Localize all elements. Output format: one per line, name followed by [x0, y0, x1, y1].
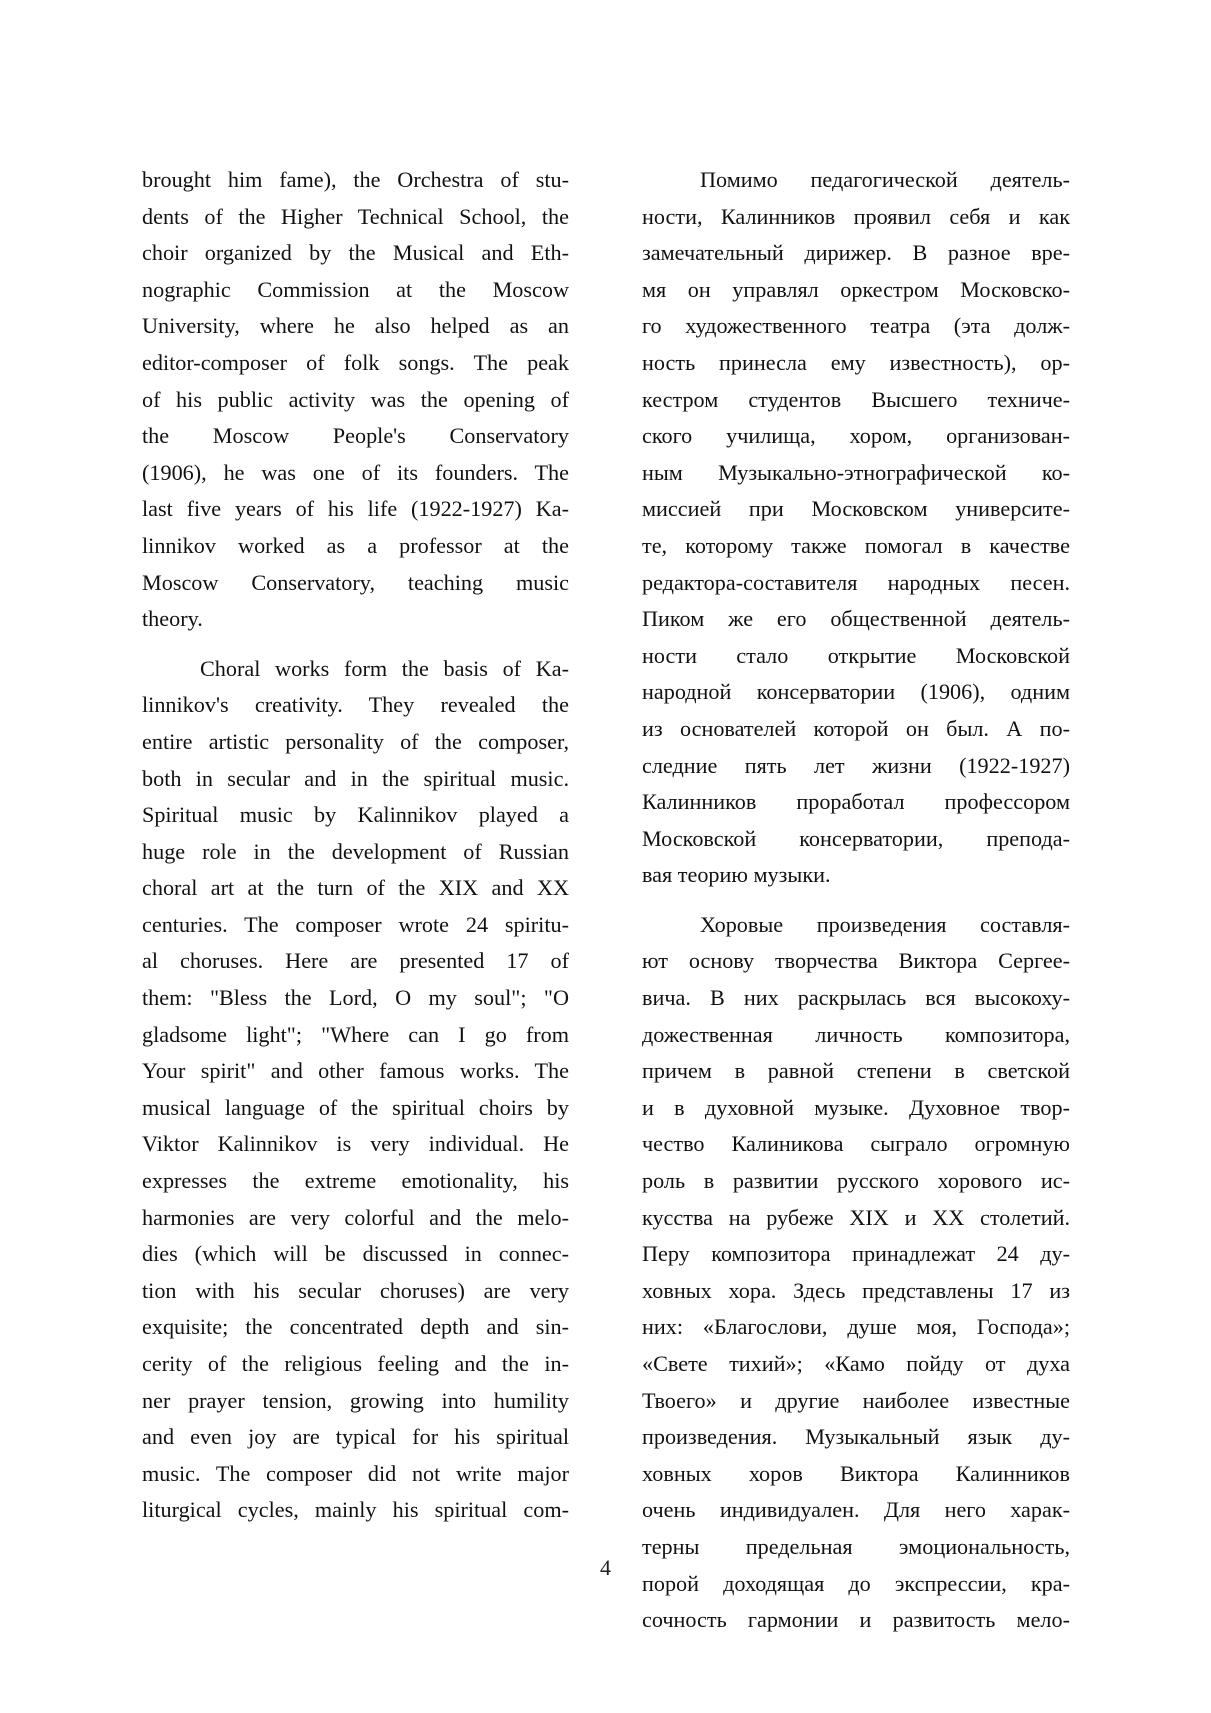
- text-line: ют основу творчества Виктора Сергее-: [642, 948, 1070, 974]
- text-line: Перу композитора принадлежат 24 ду-: [642, 1241, 1070, 1267]
- text-line: из основателей которой он был. А по-: [642, 715, 1070, 741]
- text-line: al choruses. Here are presented 17 of: [142, 948, 569, 974]
- text-line: ховных хора. Здесь представлены 17 из: [642, 1277, 1070, 1303]
- left-column-english: [142, 162, 569, 1529]
- text-line: причем в равной степени в светской: [642, 1058, 1070, 1084]
- text-line: них: «Благослови, душе моя, Господа»;: [642, 1314, 1070, 1340]
- text-line: the Moscow People's Conservatory: [142, 423, 569, 449]
- text-line: choir organized by the Musical and Eth-: [142, 240, 569, 266]
- text-line: them: "Bless the Lord, O my soul"; "O: [142, 985, 569, 1011]
- text-line: ского училища, хором, организован-: [642, 423, 1070, 449]
- text-line: Калинников проработал профессором: [642, 789, 1070, 815]
- text-line: editor-composer of folk songs. The peak: [142, 349, 569, 375]
- text-line: musical language of the spiritual choirs by: [142, 1094, 569, 1120]
- paragraph: [142, 162, 569, 638]
- text-line: gladsome light"; "Where can I go from: [142, 1021, 569, 1047]
- text-line: кестром студентов Высшего техниче-: [642, 386, 1070, 412]
- text-line: произведения. Музыкальный язык ду-: [642, 1424, 1070, 1450]
- text-line: народной консерватории (1906), одним: [642, 679, 1070, 705]
- text-line: Московской консерватории, препода-: [642, 825, 1070, 851]
- text-line: сочность гармонии и развитость мело-: [642, 1607, 1070, 1633]
- text-line: Пиком же его общественной деятель-: [642, 606, 1070, 632]
- text-line: следние пять лет жизни (1922-1927): [642, 752, 1070, 778]
- text-line: University, where he also helped as an: [142, 313, 569, 339]
- text-line: nographic Commission at the Moscow: [142, 276, 569, 302]
- text-line: Viktor Kalinnikov is very individual. He: [142, 1131, 569, 1157]
- text-line: роль в развитии русского хорового ис-: [642, 1168, 1070, 1194]
- text-line: очень индивидуален. Для него харак-: [642, 1497, 1070, 1523]
- text-line: dies (which will be discussed in connec-: [142, 1241, 569, 1267]
- text-line: expresses the extreme emotionality, his: [142, 1168, 569, 1194]
- text-line: dents of the Higher Technical School, the: [142, 203, 569, 229]
- text-line: ности, Калинников проявил себя и как: [642, 203, 1070, 229]
- text-line: tion with his secular choruses) are very: [142, 1277, 569, 1303]
- text-line: терны предельная эмоциональность,: [642, 1533, 1070, 1559]
- text-line: music. The composer did not write major: [142, 1460, 569, 1486]
- text-line: Хоровые произведения составля-: [700, 911, 1070, 937]
- text-line: liturgical cycles, mainly his spiritual com-: [142, 1497, 569, 1523]
- text-line: го художественного театра (эта долж-: [642, 313, 1070, 339]
- text-line: of his public activity was the opening of: [142, 386, 569, 412]
- text-line: brought him fame), the Orchestra of stu-: [142, 167, 569, 192]
- text-line: вая теорию музыки.: [642, 862, 831, 888]
- paragraph: [142, 651, 569, 1529]
- text-line: Spiritual music by Kalinnikov played a: [142, 802, 569, 828]
- text-line: ным Музыкально-этнографической ко-: [642, 459, 1070, 485]
- text-line: ховных хоров Виктора Калинников: [642, 1460, 1070, 1486]
- text-line: миссией при Московском университе-: [642, 496, 1070, 522]
- text-line: Помимо педагогической деятель-: [700, 167, 1070, 192]
- text-line: linnikov's creativity. They revealed the: [142, 692, 569, 718]
- right-column-russian: [642, 162, 1070, 1639]
- text-line: exquisite; the concentrated depth and sin-: [142, 1314, 569, 1340]
- paragraph: [642, 907, 1070, 1639]
- text-line: last five years of his life (1922-1927) Ka-: [142, 496, 569, 522]
- text-line: те, которому также помогал в качестве: [642, 532, 1070, 558]
- text-line: вича. В них раскрылась вся высокоху-: [642, 985, 1070, 1011]
- text-line: Moscow Conservatory, teaching music: [142, 569, 569, 595]
- text-line: кусства на рубеже XIX и XX столетий.: [642, 1204, 1070, 1230]
- text-line: порой доходящая до экспрессии, кра-: [642, 1570, 1070, 1596]
- text-line: ности стало открытие Московской: [642, 642, 1070, 668]
- paragraph: [642, 162, 1070, 894]
- text-line: редактора-составителя народных песен.: [642, 569, 1070, 595]
- text-line: Choral works form the basis of Ka-: [200, 655, 569, 681]
- text-line: huge role in the development of Russian: [142, 838, 569, 864]
- text-line: мя он управлял оркестром Московско-: [642, 276, 1070, 302]
- text-line: чество Калиникова сыграло огромную: [642, 1131, 1070, 1157]
- text-line: both in secular and in the spiritual music.: [142, 765, 569, 791]
- text-line: ность принесла ему известность), ор-: [642, 349, 1070, 375]
- text-line: замечательный дирижер. В разное вре-: [642, 240, 1070, 266]
- text-line: и в духовной музыке. Духовное твор-: [642, 1094, 1070, 1120]
- text-line: «Свете тихий»; «Камо пойду от духа: [642, 1351, 1070, 1376]
- text-line: Your spirit" and other famous works. The: [142, 1058, 569, 1084]
- text-line: harmonies are very colorful and the melo-: [142, 1204, 569, 1230]
- text-line: choral art at the turn of the XIX and XX: [142, 875, 569, 901]
- text-line: cerity of the religious feeling and the in-: [142, 1351, 569, 1376]
- text-line: дожественная личность композитора,: [642, 1021, 1070, 1047]
- text-line: entire artistic personality of the composer,: [142, 728, 569, 754]
- text-line: centuries. The composer wrote 24 spiritu-: [142, 911, 569, 937]
- text-line: linnikov worked as a professor at the: [142, 532, 569, 558]
- text-line: theory.: [142, 606, 203, 632]
- page-number: 4: [600, 1555, 611, 1580]
- text-line: Твоего» и другие наиболее известные: [642, 1387, 1070, 1413]
- text-line: ner prayer tension, growing into humility: [142, 1387, 569, 1413]
- text-line: (1906), he was one of its founders. The: [142, 459, 569, 485]
- text-line: and even joy are typical for his spiritual: [142, 1424, 569, 1450]
